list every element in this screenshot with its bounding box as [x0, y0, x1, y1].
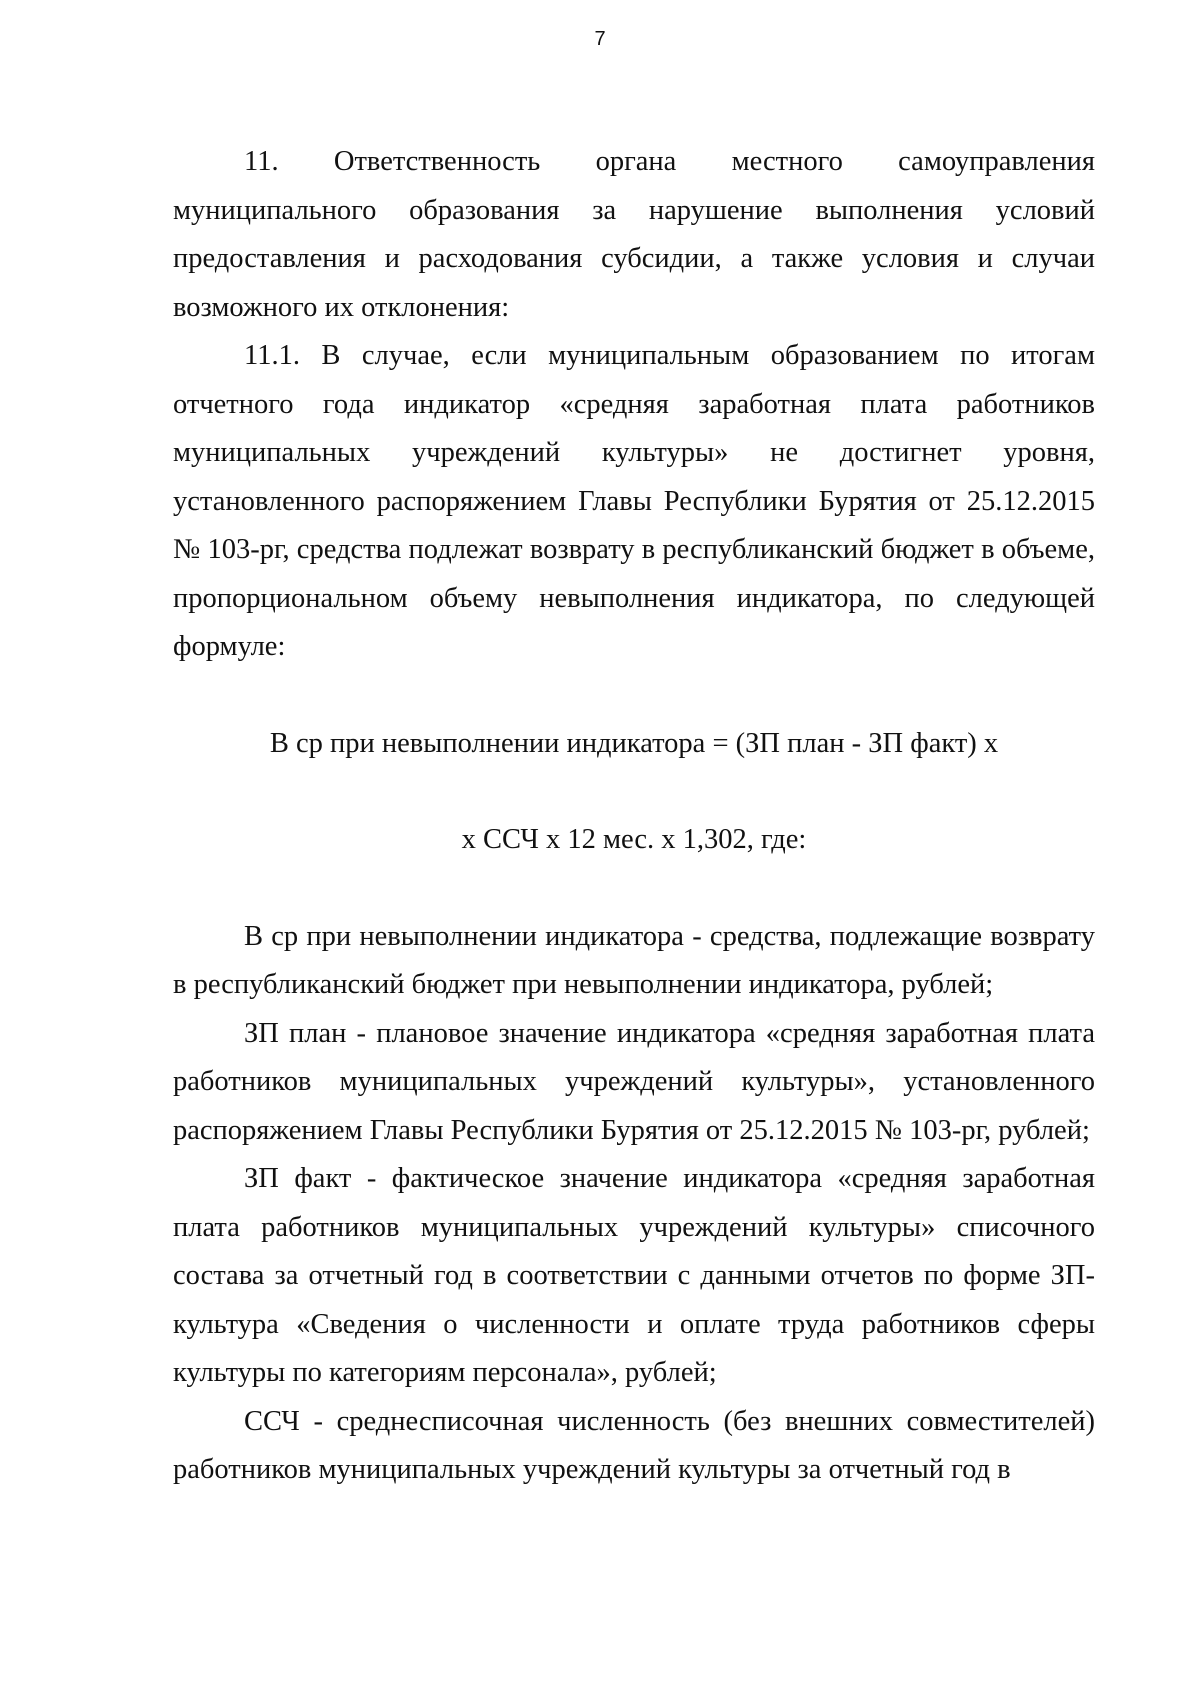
definition-ssch: ССЧ - среднесписочная численность (без внешних совместителей) работников муниципальных учреждений культуры за отчетный год в [173, 1405, 1095, 1485]
paragraph-11: 11. Ответственность органа местного самоуправления муниципального образования за нарушение выполнения условий предоставления и расходования субсидии, а также условия и случаи возможного их отклонения: [173, 146, 1095, 323]
formula-line-2: х ССЧ х 12 мес. х 1,302, где: [461, 824, 807, 855]
page-number: 7 [594, 28, 606, 50]
definition-zp-fakt: ЗП факт - фактическое значение индикатора «средняя заработная плата работников муниципальных учреждений культуры» списочного состава за отчетный год в соответствии с данными отчетов по форме ЗП-культура «Сведения о численности и оплате труда работников сферы культуры по категориям персонала», рублей; [173, 1163, 1095, 1388]
paragraph-11-1: 11.1. В случае, если муниципальным образованием по итогам отчетного года индикатор «средняя заработная плата работников муниципальных учреждений культуры» не достигнет уровня, установленного распоряжением Главы Республики Бурятия от 25.12.2015 № 103-рг, средства подлежат возврату в республиканский бюджет в объеме, пропорциональном объему невыполнения индикатора, по следующей формуле: [173, 340, 1095, 662]
document-body [173, 138, 1095, 1495]
definition-v-sr: В ср при невыполнении индикатора - средства, подлежащие возврату в республиканский бюджет при невыполнении индикатора, рублей; [173, 920, 1095, 1000]
formula-line-1: В ср при невыполнении индикатора = (ЗП план - ЗП факт) х [269, 727, 999, 759]
definition-zp-plan: ЗП план - плановое значение индикатора «средняя заработная плата работников муниципальных учреждений культуры», установленного распоряжением Главы Республики Бурятия от 25.12.2015 № 103-рг, рублей; [173, 1017, 1095, 1146]
